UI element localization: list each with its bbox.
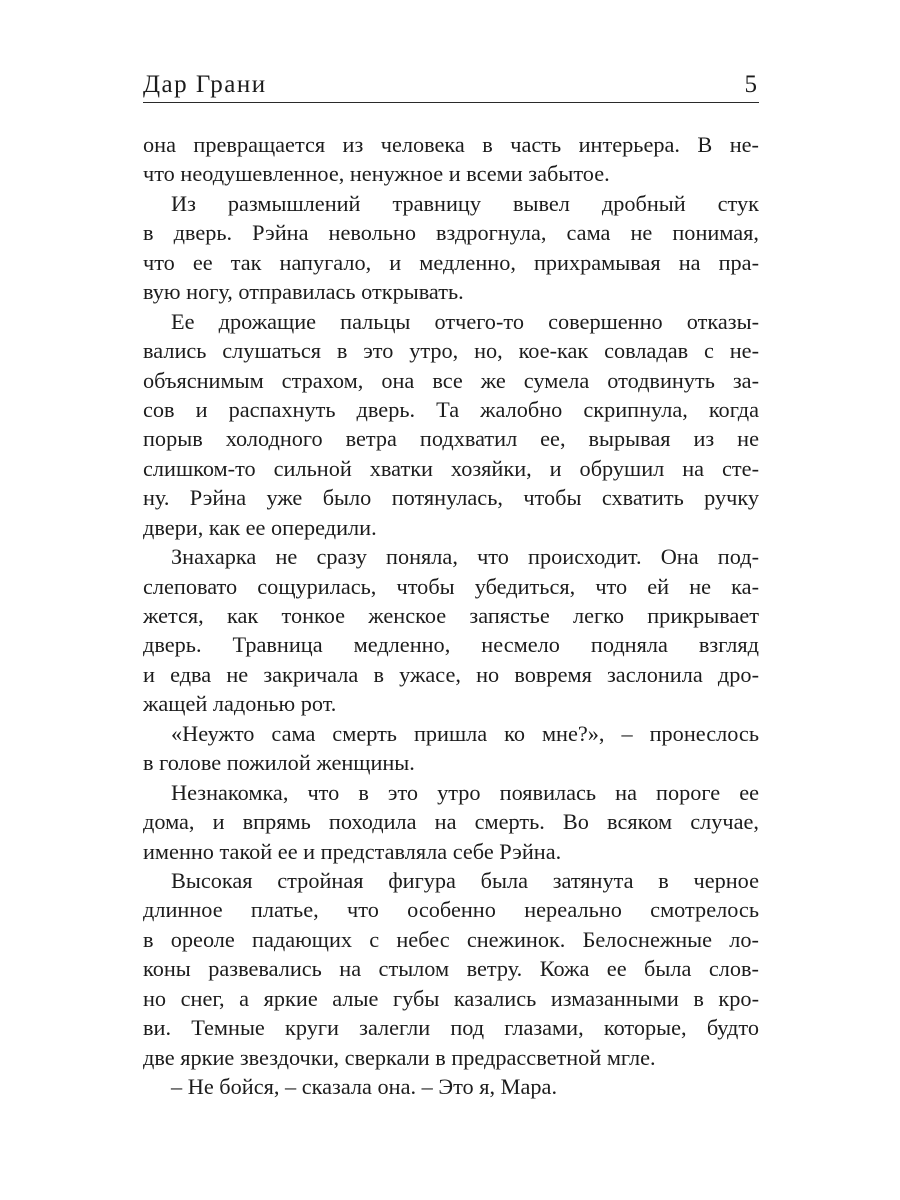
text-line: объяснимым страхом, она все же сумела отодвинуть за- bbox=[143, 367, 759, 393]
text-line: Незнакомка, что в это утро появилась на пороге ее bbox=[171, 779, 759, 805]
text-line: она превращается из человека в часть интерьера. В не- bbox=[143, 132, 759, 157]
paragraph bbox=[143, 542, 759, 719]
text-line: сов и распахнуть дверь. Та жалобно скрипнула, когда bbox=[143, 396, 759, 422]
text-line: но снег, а яркие алые губы казались измазанными в кро- bbox=[143, 985, 759, 1011]
page-number: 5 bbox=[744, 71, 757, 98]
text-line: в голове пожилой женщины. bbox=[143, 750, 415, 776]
text-line: слишком-то сильной хватки хозяйки, и обрушил на сте- bbox=[143, 455, 759, 481]
text-line: Из размышлений травницу вывел дробный стук bbox=[171, 190, 759, 216]
text-line: жащей ладонью рот. bbox=[143, 691, 337, 717]
text-line: дома, и впрямь походила на смерть. Во всяком случае, bbox=[143, 809, 759, 835]
text-line: двери, как ее опередили. bbox=[143, 514, 377, 540]
text-line: жется, как тонкое женское запястье легко прикрывает bbox=[143, 603, 759, 628]
book-title: Дар Грани bbox=[143, 71, 267, 98]
text-line: вались слушаться в это утро, но, кое-как совладав с не- bbox=[143, 338, 759, 364]
text-line: Высокая стройная фигура была затянута в черное bbox=[171, 867, 759, 893]
text-line: и едва не закричала в ужасе, но вовремя заслонила дро- bbox=[143, 661, 759, 687]
text-line: что ее так напугало, и медленно, прихрамывая на пра- bbox=[143, 249, 759, 275]
paragraph bbox=[143, 866, 759, 1072]
text-line: – Не бойся, – сказала она. – Это я, Мара. bbox=[171, 1074, 558, 1099]
text-line: что неодушевленное, ненужное и всеми забытое. bbox=[143, 161, 610, 187]
text-line: Знахарка не сразу поняла, что происходит. Она под- bbox=[171, 544, 759, 570]
text-line: ви. Темные круги залегли под глазами, которые, будто bbox=[143, 1015, 759, 1041]
text-line: дверь. Травница медленно, несмело подняла взгляд bbox=[143, 632, 759, 658]
paragraph bbox=[143, 719, 759, 778]
paragraph bbox=[143, 778, 759, 866]
text-line: «Неужто сама смерть пришла ко мне?», – пронеслось bbox=[171, 720, 759, 746]
paragraph bbox=[143, 189, 759, 307]
text-line: слеповато сощурилась, чтобы убедиться, что ей не ка- bbox=[143, 573, 759, 599]
text-line: порыв холодного ветра подхватил ее, вырывая из не bbox=[143, 426, 759, 452]
paragraph bbox=[143, 307, 759, 543]
text-line: в дверь. Рэйна невольно вздрогнула, сама не понимая, bbox=[143, 220, 759, 246]
paragraph bbox=[143, 1072, 759, 1101]
running-header bbox=[143, 70, 759, 103]
text-line: коны развевались на стылом ветру. Кожа ее была слов- bbox=[143, 956, 759, 982]
text-line: вую ногу, отправилась открывать. bbox=[143, 279, 464, 305]
body-text bbox=[143, 130, 759, 1101]
paragraph bbox=[143, 130, 759, 189]
text-line: в ореоле падающих с небес снежинок. Белоснежные ло- bbox=[143, 926, 759, 952]
text-line: ну. Рэйна уже было потянулась, чтобы схватить ручку bbox=[143, 485, 759, 511]
text-line: длинное платье, что особенно нереально смотрелось bbox=[143, 897, 759, 923]
text-line: именно такой ее и представляла себе Рэйна. bbox=[143, 838, 562, 864]
text-line: Ее дрожащие пальцы отчего-то совершенно отказы- bbox=[171, 308, 759, 334]
text-line: две яркие звездочки, сверкали в предрассветной мгле. bbox=[143, 1044, 656, 1070]
book-page bbox=[143, 70, 759, 1101]
